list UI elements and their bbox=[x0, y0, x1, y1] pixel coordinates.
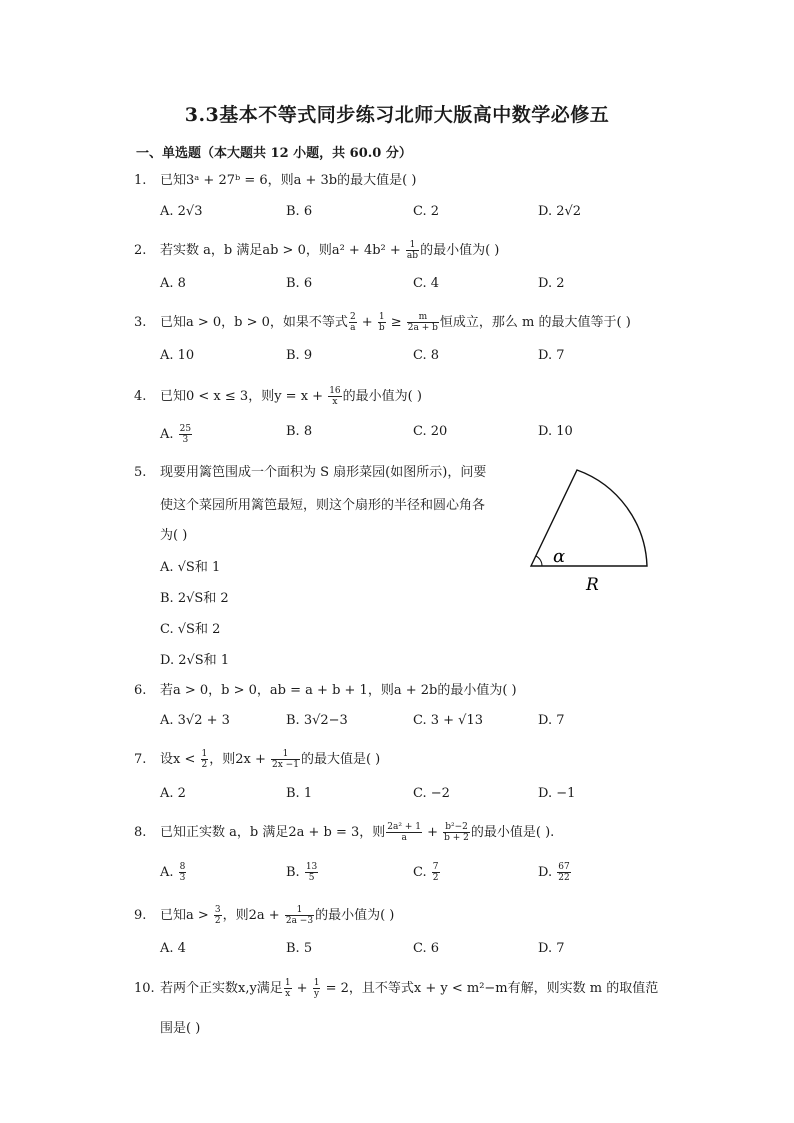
option-b[interactable]: B. 6 bbox=[286, 276, 313, 291]
question-number: 5. bbox=[134, 465, 147, 480]
denominator: 3 bbox=[182, 435, 189, 445]
option-b[interactable]: B. 6 bbox=[286, 204, 313, 219]
numerator: 8 bbox=[179, 862, 186, 872]
option-letter: D. bbox=[538, 865, 553, 880]
denominator: x bbox=[285, 989, 291, 999]
option-c[interactable]: C. √S和 2 bbox=[160, 622, 221, 637]
option-c[interactable]: C. −2 bbox=[413, 786, 450, 801]
question-stem-line: 围是( ) bbox=[160, 1021, 201, 1036]
fraction bbox=[406, 240, 419, 261]
radius-label: R bbox=[586, 575, 599, 595]
numerator: 25 bbox=[179, 424, 192, 434]
denominator: b + 2 bbox=[444, 833, 469, 843]
question-stem: 已知a > bbox=[160, 908, 213, 923]
option-letter: C. bbox=[413, 865, 427, 880]
option-letter: A. bbox=[160, 427, 174, 442]
numerator: 3 bbox=[214, 905, 221, 915]
section-heading: 一、单选题（本大题共 12 小题，共 60.0 分） bbox=[136, 146, 412, 161]
option-a[interactable]: A. 2√3 bbox=[160, 204, 203, 219]
question-stem: 现要用篱笆围成一个面积为 S 扇形菜园(如图所示)，问要 bbox=[160, 465, 487, 480]
numerator: 13 bbox=[305, 862, 318, 872]
question-stem: ，则2x + bbox=[209, 752, 270, 767]
question-3-options bbox=[160, 348, 640, 368]
fraction bbox=[328, 386, 341, 407]
question-number: 1. bbox=[134, 173, 147, 188]
numerator: 67 bbox=[558, 862, 570, 872]
question-4-options bbox=[160, 424, 640, 444]
numerator: 2 bbox=[349, 312, 356, 322]
fraction bbox=[407, 312, 439, 333]
fraction bbox=[443, 822, 470, 843]
question-stem: 设x < bbox=[160, 752, 200, 767]
option-a[interactable] bbox=[160, 424, 193, 445]
angle-arc bbox=[536, 556, 542, 566]
question-7 bbox=[134, 749, 380, 770]
fraction bbox=[201, 749, 209, 770]
option-c[interactable]: C. 8 bbox=[413, 348, 440, 363]
operator: + bbox=[422, 825, 443, 840]
question-9-options bbox=[160, 941, 640, 961]
fraction bbox=[432, 862, 440, 883]
question-8-options bbox=[160, 862, 640, 882]
sector-figure bbox=[520, 462, 660, 602]
denominator: 22 bbox=[558, 873, 570, 883]
question-stem: 若两个正实数x,y满足 bbox=[160, 981, 283, 996]
numerator: 1 bbox=[313, 978, 320, 988]
operator: ≥ bbox=[386, 315, 406, 330]
question-stem-end: 的最大值是( ) bbox=[300, 752, 381, 767]
option-b[interactable]: B. 1 bbox=[286, 786, 313, 801]
option-c[interactable]: C. 3 + √13 bbox=[413, 713, 484, 728]
question-2 bbox=[134, 240, 499, 261]
option-d[interactable]: D. 7 bbox=[538, 713, 565, 728]
option-b[interactable]: B. 8 bbox=[286, 424, 313, 439]
option-a[interactable] bbox=[160, 862, 187, 883]
question-1 bbox=[134, 172, 416, 190]
option-a[interactable]: A. √S和 1 bbox=[160, 560, 221, 575]
numerator: m bbox=[407, 312, 439, 323]
question-stem-line: 使这个菜园所用篱笆最短，则这个扇形的半径和圆心角各 bbox=[160, 498, 486, 513]
question-stem-end: 的最小值为( ) bbox=[342, 389, 422, 404]
option-b[interactable]: B. 2√S和 2 bbox=[160, 591, 229, 606]
question-stem: 若实数 a，b 满足ab > 0，则a² + 4b² + bbox=[160, 243, 405, 258]
numerator: 1 bbox=[378, 312, 385, 322]
option-d[interactable]: D. 7 bbox=[538, 941, 565, 956]
option-d[interactable]: D. 2√2 bbox=[538, 204, 582, 219]
question-stem: 已知正实数 a，b 满足2a + b = 3，则 bbox=[160, 825, 386, 840]
question-5 bbox=[134, 464, 486, 482]
numerator: 1 bbox=[284, 978, 291, 988]
denominator: b bbox=[378, 323, 385, 333]
question-stem: 已知0 < x ≤ 3，则y = x + bbox=[160, 389, 328, 404]
fraction bbox=[179, 862, 187, 883]
question-number: 10. bbox=[134, 981, 155, 996]
fraction bbox=[179, 424, 192, 445]
question-stem-end: 的最小值为( ) bbox=[420, 243, 500, 258]
question-1-options bbox=[160, 204, 640, 224]
option-a[interactable]: A. 2 bbox=[160, 786, 186, 801]
fraction bbox=[271, 749, 300, 770]
option-d[interactable]: D. −1 bbox=[538, 786, 576, 801]
question-stem: 若a > 0，b > 0，ab = a + b + 1，则a + 2b的最小值为( ) bbox=[160, 683, 517, 698]
question-stem-end: = 2，且不等式x + y < m²−m有解，则实数 m 的取值范 bbox=[321, 981, 659, 996]
operator: + bbox=[357, 315, 377, 330]
question-6 bbox=[134, 682, 517, 700]
question-stem-end: 恒成立，那么 m 的最大值等于( ) bbox=[439, 315, 631, 330]
option-d[interactable]: D. 2√S和 1 bbox=[160, 653, 230, 668]
denominator: a bbox=[350, 323, 356, 333]
question-stem: 已知3ᵃ + 27ᵇ = 6，则a + 3b的最大值是( ) bbox=[160, 173, 417, 188]
denominator: 2 bbox=[432, 873, 439, 883]
fraction bbox=[284, 978, 292, 999]
numerator: 7 bbox=[432, 862, 439, 872]
option-a[interactable]: A. 4 bbox=[160, 941, 186, 956]
denominator: 2a −3 bbox=[285, 916, 314, 926]
option-c[interactable]: C. 2 bbox=[413, 204, 440, 219]
option-d[interactable]: D. 2 bbox=[538, 276, 565, 291]
fraction bbox=[557, 862, 570, 883]
numerator: 1 bbox=[406, 240, 419, 251]
question-4 bbox=[134, 386, 422, 407]
option-letter: A. bbox=[160, 865, 174, 880]
option-c[interactable]: C. 6 bbox=[413, 941, 440, 956]
denominator: 2 bbox=[201, 760, 208, 770]
sector-shape bbox=[531, 470, 647, 566]
denominator: 2 bbox=[214, 916, 221, 926]
option-b[interactable]: B. 5 bbox=[286, 941, 313, 956]
fraction bbox=[349, 312, 357, 333]
denominator: ab bbox=[406, 251, 419, 261]
numerator: 2a² + 1 bbox=[387, 822, 421, 832]
fraction bbox=[386, 822, 422, 843]
option-d[interactable]: D. 10 bbox=[538, 424, 573, 439]
option-b[interactable]: B. 9 bbox=[286, 348, 313, 363]
numerator: 1 bbox=[285, 905, 314, 916]
denominator: y bbox=[314, 989, 320, 999]
question-number: 4. bbox=[134, 389, 147, 404]
question-number: 8. bbox=[134, 825, 147, 840]
option-letter: B. bbox=[286, 865, 300, 880]
option-d[interactable]: D. 7 bbox=[538, 348, 565, 363]
question-stem: 已知a > 0，b > 0，如果不等式 bbox=[160, 315, 348, 330]
fraction bbox=[378, 312, 386, 333]
question-number: 6. bbox=[134, 683, 147, 698]
question-10 bbox=[134, 978, 658, 999]
question-8 bbox=[134, 822, 554, 843]
fraction bbox=[285, 905, 314, 926]
question-6-options bbox=[160, 713, 640, 733]
numerator: b²−2 bbox=[443, 822, 470, 833]
denominator: 2x −1 bbox=[272, 760, 299, 770]
denominator: 5 bbox=[308, 873, 315, 883]
question-stem-end: 的最小值为( ) bbox=[315, 908, 395, 923]
alpha-label: α bbox=[553, 546, 566, 567]
numerator: 1 bbox=[201, 749, 208, 759]
option-a[interactable]: A. 10 bbox=[160, 348, 195, 363]
option-d[interactable] bbox=[538, 862, 572, 883]
question-stem-line: 为( ) bbox=[160, 528, 188, 543]
option-b[interactable] bbox=[286, 862, 319, 883]
denominator: 3 bbox=[179, 873, 186, 883]
fraction bbox=[214, 905, 222, 926]
option-c[interactable]: C. 4 bbox=[413, 276, 440, 291]
option-a[interactable]: A. 8 bbox=[160, 276, 186, 291]
question-stem-end: 的最小值是( ). bbox=[470, 825, 555, 840]
question-9 bbox=[134, 905, 394, 926]
question-number: 2. bbox=[134, 243, 147, 258]
option-b[interactable]: B. 3√2−3 bbox=[286, 713, 348, 728]
option-a[interactable]: A. 3√2 + 3 bbox=[160, 713, 230, 728]
question-2-options bbox=[160, 276, 640, 296]
operator: + bbox=[292, 981, 312, 996]
question-3 bbox=[134, 312, 631, 333]
page-title: 3.3基本不等式同步练习北师大版高中数学必修五 bbox=[184, 104, 610, 126]
option-c[interactable]: C. 20 bbox=[413, 424, 448, 439]
option-c[interactable] bbox=[413, 862, 441, 883]
fraction bbox=[305, 862, 318, 883]
question-stem: ，则2a + bbox=[222, 908, 284, 923]
denominator: x bbox=[332, 397, 338, 407]
question-number: 9. bbox=[134, 908, 147, 923]
denominator: 2a + b bbox=[407, 323, 438, 333]
numerator: 1 bbox=[271, 749, 300, 760]
denominator: a bbox=[401, 833, 407, 843]
question-number: 3. bbox=[134, 315, 147, 330]
question-number: 7. bbox=[134, 752, 147, 767]
fraction bbox=[313, 978, 321, 999]
question-7-options bbox=[160, 786, 640, 806]
numerator: 16 bbox=[329, 386, 341, 396]
